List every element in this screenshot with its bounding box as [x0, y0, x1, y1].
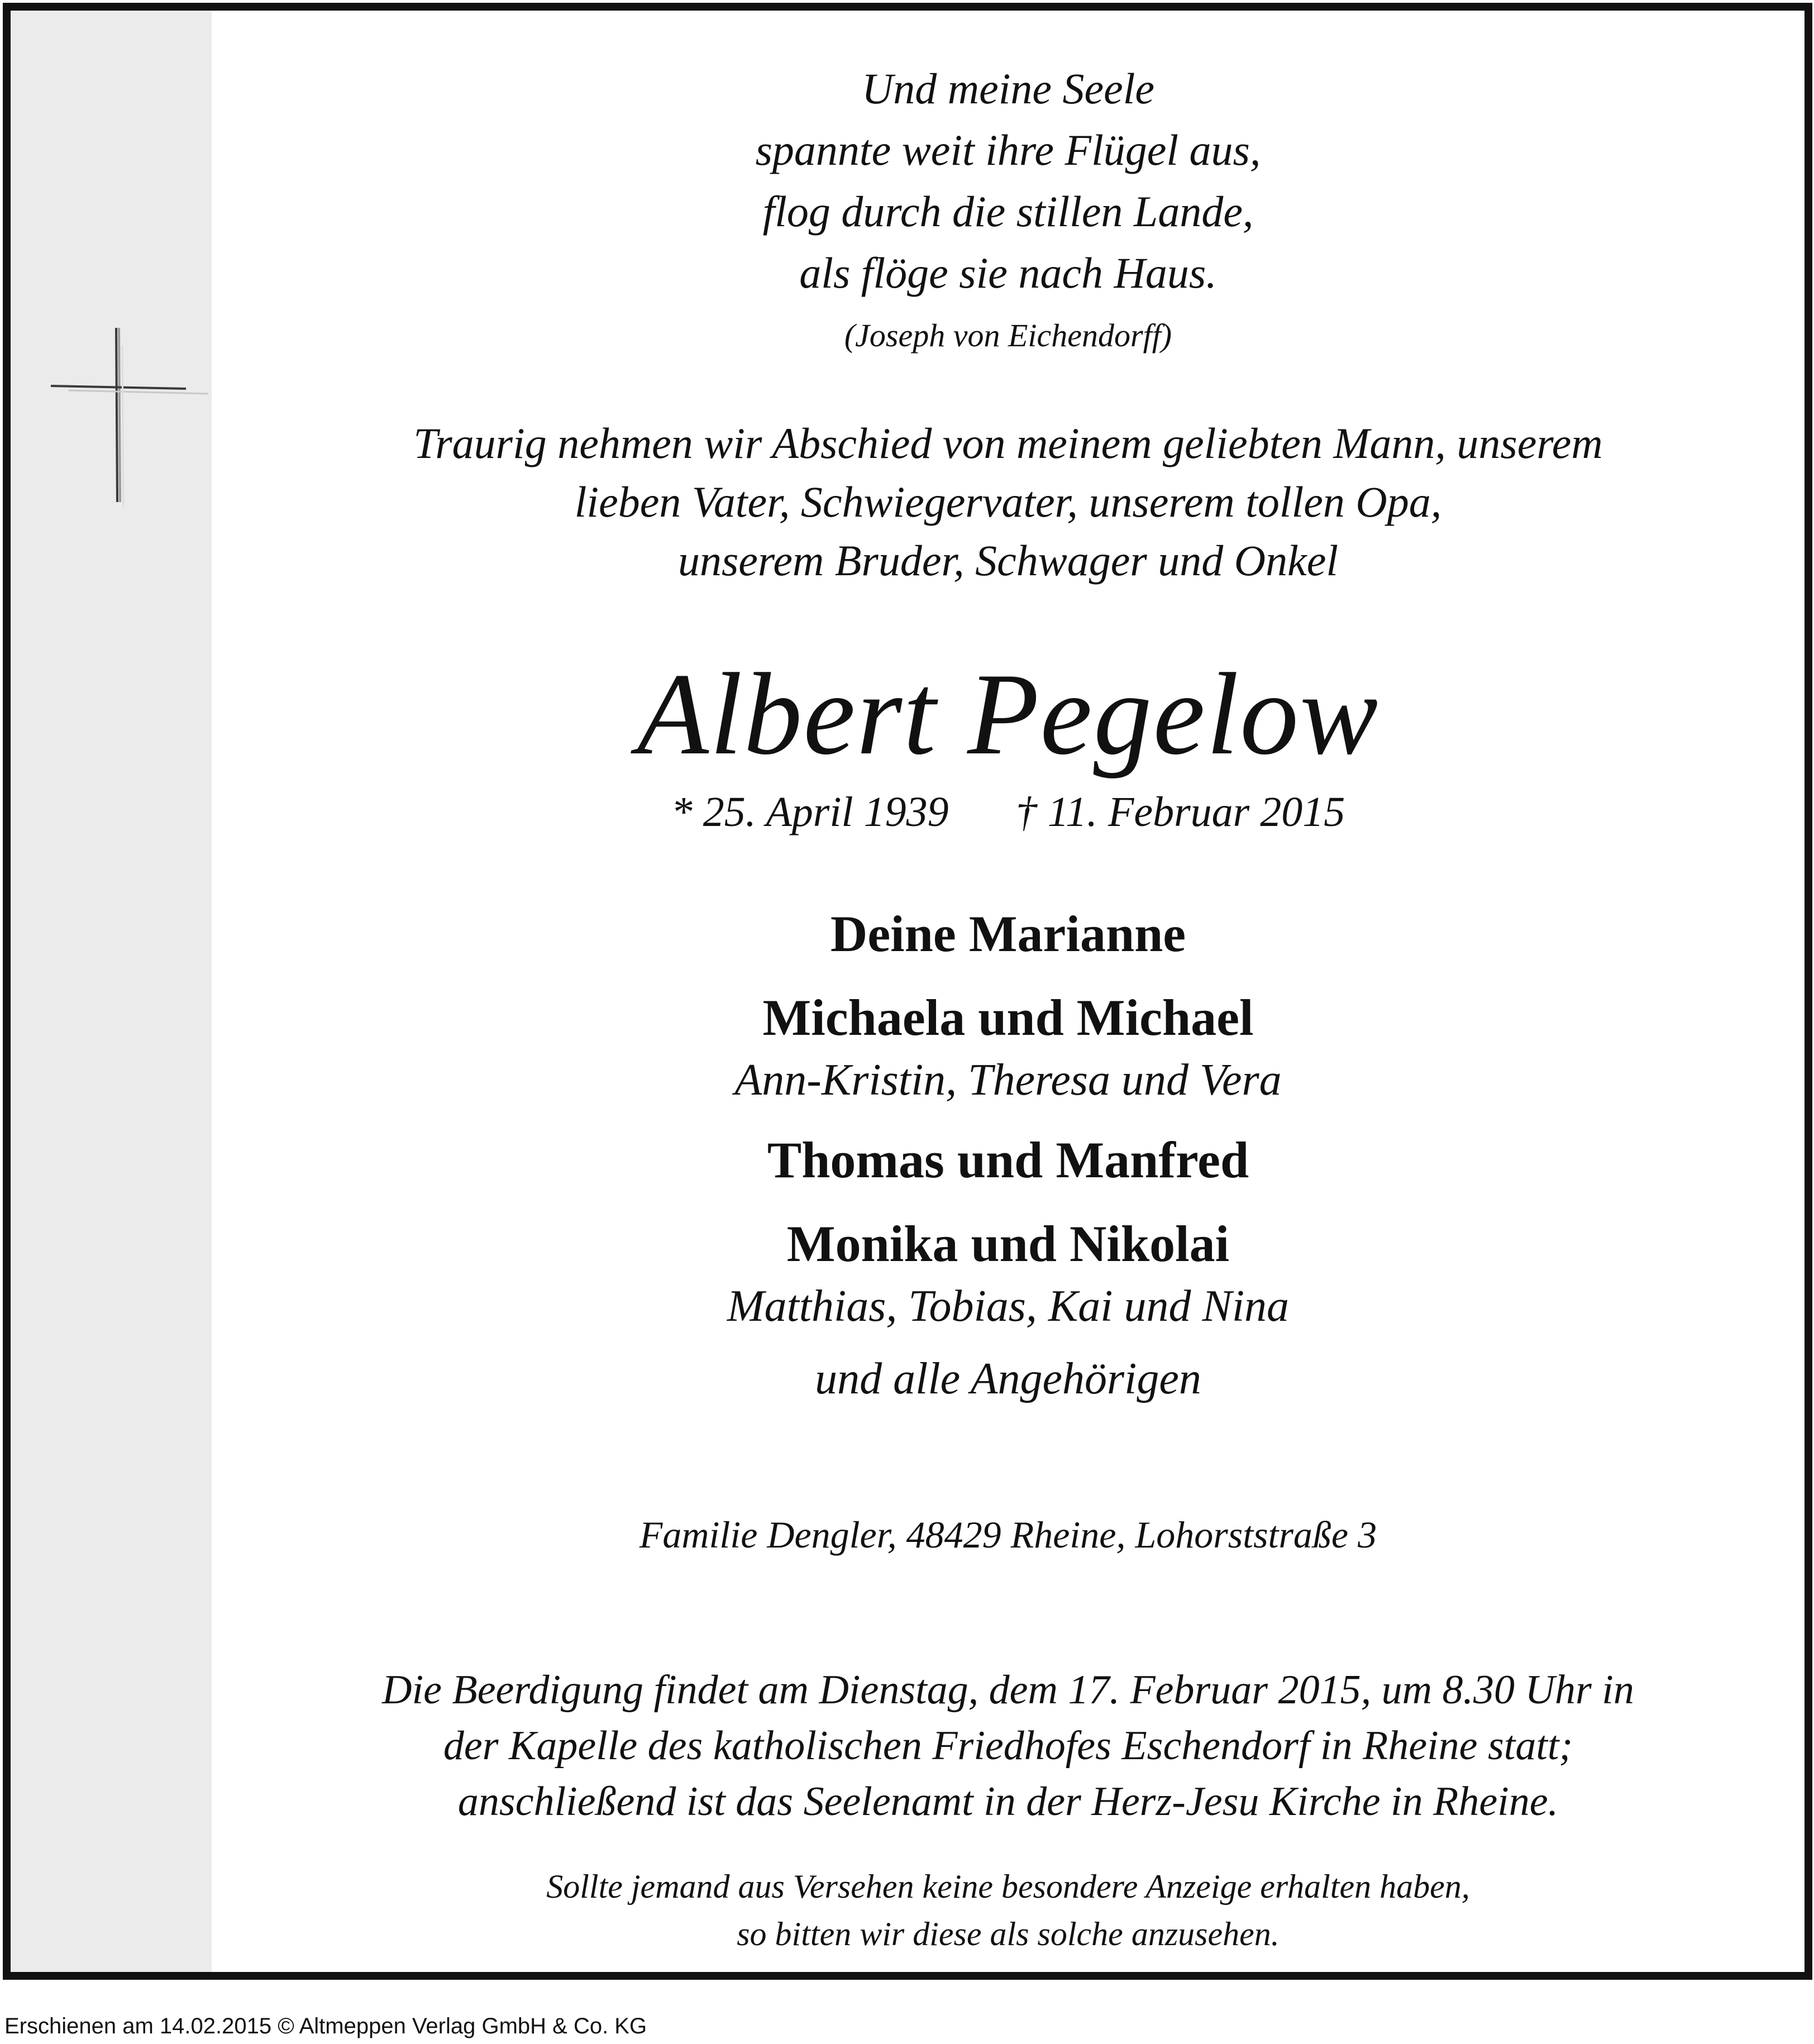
- family-line: Michaela und Michael: [762, 989, 1254, 1046]
- note-line: so bitten wir diese als solche anzusehen.: [737, 1916, 1280, 1952]
- poem-line: spannte weit ihre Flügel aus,: [755, 126, 1261, 174]
- poem-line: Und meine Seele: [861, 64, 1155, 113]
- family-subline: Matthias, Tobias, Kai und Nina: [727, 1282, 1290, 1331]
- intro-line: unserem Bruder, Schwager und Onkel: [677, 536, 1339, 585]
- birth-date: * 25. April 1939: [671, 789, 949, 835]
- poem-author: (Joseph von Eichendorff): [844, 317, 1172, 354]
- poem-line: als flöge sie nach Haus.: [799, 249, 1217, 297]
- funeral-line: der Kapelle des katholischen Friedhofes Eschendorf in Rheine statt;: [443, 1723, 1573, 1769]
- note-line: Sollte jemand aus Versehen keine besondere Anzeige erhalten haben,: [546, 1868, 1470, 1905]
- family-subline: Ann-Kristin, Theresa und Vera: [734, 1056, 1282, 1105]
- notice-content: [212, 11, 1805, 1972]
- intro-line: Traurig nehmen wir Abschied von meinem geliebten Mann, unserem: [413, 419, 1603, 467]
- funeral-line: anschließend ist das Seelenamt in der Herz-Jesu Kirche in Rheine.: [457, 1779, 1559, 1825]
- family-line: Monika und Nikolai: [786, 1215, 1230, 1272]
- family-line: Thomas und Manfred: [767, 1131, 1249, 1188]
- family-line: Deine Marianne: [830, 905, 1186, 962]
- side-band: [11, 11, 212, 1972]
- deceased-name: Albert Pegelow: [637, 650, 1379, 779]
- intro-line: lieben Vater, Schwiegervater, unserem tollen Opa,: [574, 477, 1442, 526]
- obituary-notice: [3, 3, 1812, 1980]
- publication-footer: Erschienen am 14.02.2015 © Altmeppen Verlag GmbH & Co. KG: [4, 2014, 647, 2038]
- poem-line: flog durch die stillen Lande,: [762, 187, 1254, 236]
- family-subline: und alle Angehörigen: [815, 1354, 1201, 1403]
- family-address: Familie Dengler, 48429 Rheine, Lohorststraße 3: [639, 1513, 1377, 1556]
- cross-icon: [46, 323, 214, 513]
- funeral-line: Die Beerdigung findet am Dienstag, dem 17. Februar 2015, um 8.30 Uhr in: [382, 1667, 1634, 1713]
- life-dates: [212, 788, 1805, 837]
- death-date: † 11. Februar 2015: [1015, 789, 1345, 835]
